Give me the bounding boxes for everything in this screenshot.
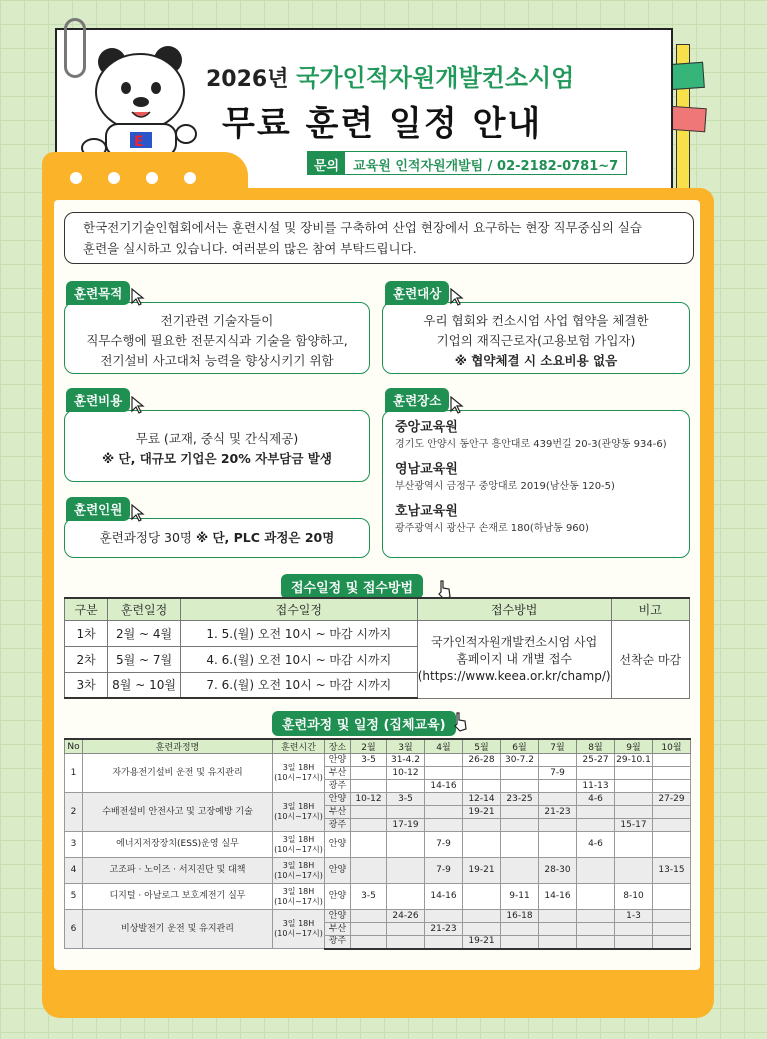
course-date-cell: 14-16 xyxy=(425,780,463,793)
location-box xyxy=(382,410,690,558)
cursor-arrow-icon xyxy=(131,504,145,522)
table-row xyxy=(65,832,691,858)
table-header: 훈련시간 xyxy=(273,739,325,754)
course-table xyxy=(64,738,691,950)
method-line: 국가인적자원개발컨소시엄 사업 xyxy=(431,634,598,649)
course-date-cell: 1-3 xyxy=(615,910,653,923)
course-hours: 3일 18H xyxy=(282,834,315,844)
target-line-2: 기업의 재직근로자(고용보험 가입자) xyxy=(436,333,636,348)
course-hours: 3일 18H xyxy=(282,802,315,811)
course-no-cell: 2 xyxy=(65,793,83,832)
course-no-cell: 3 xyxy=(65,832,83,858)
table-row xyxy=(65,884,691,910)
course-date-cell: 29-10.1 xyxy=(616,754,651,765)
purpose-box xyxy=(64,302,370,374)
course-hours: 3일 18H xyxy=(282,886,315,896)
table-row xyxy=(65,754,691,767)
course-date-cell xyxy=(501,780,539,793)
course-date-cell xyxy=(539,819,577,832)
course-date-cell: 31-4.2 xyxy=(387,754,425,767)
target-line-1: 우리 협회와 컨소시엄 사업 협약을 체결한 xyxy=(423,313,649,328)
course-date-cell: 19-21 xyxy=(463,806,501,819)
headcount-text: 훈련과정당 30명 xyxy=(99,530,196,545)
course-date-cell: 27-29 xyxy=(653,793,691,806)
course-place-cell: 안양 xyxy=(325,832,351,858)
course-date-cell: 10-12 xyxy=(351,793,387,806)
table-header: No xyxy=(65,739,83,754)
course-name-cell: 자가용전기설비 운전 및 유지관리 xyxy=(83,754,273,793)
title-program: 국가인적자원개발컨소시엄 xyxy=(296,64,575,92)
course-place-cell: 안양 xyxy=(325,793,351,806)
course-date-cell: 14-16 xyxy=(539,884,577,910)
course-date-cell xyxy=(653,780,691,793)
course-date-cell xyxy=(577,884,615,910)
table-header-row xyxy=(65,598,690,620)
reception-table xyxy=(64,597,690,699)
location-site xyxy=(395,461,677,495)
course-date-cell: 11-13 xyxy=(577,780,615,793)
table-header: 접수일정 xyxy=(180,598,417,620)
course-date-cell xyxy=(501,832,539,858)
purpose-line-2: 직무수행에 필요한 전문지식과 기술을 함양하고, xyxy=(86,333,348,348)
course-date-cell xyxy=(653,754,691,767)
cursor-arrow-icon xyxy=(131,396,145,414)
course-date-cell: 3-5 xyxy=(351,754,387,767)
course-date-cell xyxy=(425,910,463,923)
course-date-cell xyxy=(539,936,577,949)
location-name: 호남교육원 xyxy=(395,504,458,519)
course-date-cell xyxy=(463,767,501,780)
course-date-cell xyxy=(463,832,501,858)
table-header: 접수방법 xyxy=(417,598,611,620)
course-date-cell xyxy=(615,793,653,806)
course-date-cell: 4-6 xyxy=(577,832,615,858)
method-line: 홈페이지 내 개별 접수 xyxy=(456,651,573,666)
table-header: 2월 xyxy=(351,739,387,754)
table-header: 5월 xyxy=(463,739,501,754)
contact-value: 교육원 인적자원개발팀 / 02-2182-0781~7 xyxy=(353,159,619,174)
folder-dot xyxy=(108,172,120,184)
contact-label: 문의 xyxy=(308,152,345,174)
course-date-cell: 19-21 xyxy=(463,936,501,949)
hand-pointer-icon xyxy=(452,712,468,732)
course-date-cell xyxy=(463,884,501,910)
course-date-cell xyxy=(425,767,463,780)
location-name: 중앙교육원 xyxy=(395,420,458,435)
location-address: 경기도 안양시 동안구 흥안대로 439번길 20-3(관양동 934-6) xyxy=(395,439,667,450)
method-url: (https://www.keea.or.kr/champ/) xyxy=(417,668,611,683)
course-date-cell: 26-28 xyxy=(463,754,501,767)
course-place-cell: 안양 xyxy=(325,754,351,767)
title-line-1 xyxy=(206,58,574,93)
course-name-cell: 고조파 · 노이즈 · 서지진단 및 대책 xyxy=(83,858,273,884)
round-cell: 2차 xyxy=(65,646,108,672)
course-date-cell xyxy=(653,910,691,923)
course-date-cell: 17-19 xyxy=(387,819,425,832)
course-date-cell: 19-21 xyxy=(463,858,501,884)
table-header: 7월 xyxy=(539,739,577,754)
course-date-cell xyxy=(615,858,653,884)
course-date-cell xyxy=(501,858,539,884)
course-date-cell xyxy=(387,923,425,936)
table-row xyxy=(65,620,690,646)
courses-title: 훈련과정 및 일정 (집체교육) xyxy=(272,711,456,736)
mascot-illustration xyxy=(76,36,202,162)
course-date-cell xyxy=(501,806,539,819)
course-date-cell: 7-9 xyxy=(425,858,463,884)
course-date-cell xyxy=(577,910,615,923)
course-date-cell xyxy=(539,923,577,936)
intro-box xyxy=(64,212,694,264)
course-date-cell: 21-23 xyxy=(425,923,463,936)
cursor-arrow-icon xyxy=(131,288,145,306)
course-no-cell: 6 xyxy=(65,910,83,949)
course-place-cell: 안양 xyxy=(325,858,351,884)
course-no-cell: 1 xyxy=(65,754,83,793)
svg-text:E: E xyxy=(134,134,144,150)
course-hours: 3일 18H xyxy=(282,919,315,928)
course-date-cell: 16-18 xyxy=(501,910,539,923)
course-hours-cell xyxy=(273,858,325,884)
course-date-cell xyxy=(425,819,463,832)
course-hours: 3일 18H xyxy=(282,860,315,870)
course-date-cell xyxy=(653,923,691,936)
schedule-cell: 7. 6.(월) 오전 10시 ~ 마감 시까지 xyxy=(180,672,417,698)
purpose-tag: 훈련목적 xyxy=(66,281,130,305)
purpose-line-1: 전기관련 기술자들이 xyxy=(160,313,274,328)
course-no-cell: 5 xyxy=(65,884,83,910)
table-header: 6월 xyxy=(501,739,539,754)
round-cell: 3차 xyxy=(65,672,108,698)
table-header: 비고 xyxy=(611,598,689,620)
course-place-cell: 부산 xyxy=(325,923,351,936)
title-year: 2026년 xyxy=(206,67,289,92)
course-date-cell xyxy=(653,819,691,832)
course-date-cell xyxy=(501,936,539,949)
table-row xyxy=(65,793,691,806)
course-date-cell xyxy=(615,767,653,780)
course-date-cell xyxy=(387,884,425,910)
course-date-cell xyxy=(615,780,653,793)
course-date-cell xyxy=(351,806,387,819)
course-hours-cell xyxy=(273,754,325,793)
course-time: (10시~17시) xyxy=(274,773,323,782)
course-date-cell xyxy=(653,832,691,858)
table-header: 10월 xyxy=(653,739,691,754)
table-header: 9월 xyxy=(615,739,653,754)
course-date-cell: 4-6 xyxy=(577,793,615,806)
course-date-cell xyxy=(653,884,691,910)
target-tag: 훈련대상 xyxy=(385,281,449,305)
course-date-cell xyxy=(351,780,387,793)
folder-dot xyxy=(70,172,82,184)
course-date-cell xyxy=(463,780,501,793)
table-header: 훈련과정명 xyxy=(83,739,273,754)
course-date-cell xyxy=(577,767,615,780)
schedule-cell: 4. 6.(월) 오전 10시 ~ 마감 시까지 xyxy=(180,646,417,672)
course-date-cell xyxy=(615,806,653,819)
page-title: 무료 훈련 일정 안내 xyxy=(222,104,543,144)
course-date-cell xyxy=(577,806,615,819)
course-place-cell: 부산 xyxy=(325,806,351,819)
course-date-cell xyxy=(539,754,577,767)
course-date-cell: 21-23 xyxy=(539,806,577,819)
table-header-row xyxy=(65,739,691,754)
location-site xyxy=(395,503,677,537)
course-place-cell: 광주 xyxy=(325,819,351,832)
course-date-cell xyxy=(577,858,615,884)
course-date-cell: 23-25 xyxy=(501,793,539,806)
course-date-cell xyxy=(615,832,653,858)
course-date-cell xyxy=(653,936,691,949)
location-site xyxy=(395,419,677,453)
course-date-cell xyxy=(387,832,425,858)
headcount-tag: 훈련인원 xyxy=(66,497,130,521)
course-date-cell: 30-7.2 xyxy=(501,754,539,767)
cost-line-1: 무료 (교재, 중식 및 간식제공) xyxy=(135,431,299,446)
course-date-cell xyxy=(387,780,425,793)
course-date-cell xyxy=(351,923,387,936)
course-date-cell xyxy=(577,819,615,832)
course-hours-cell xyxy=(273,793,325,832)
course-date-cell: 10-12 xyxy=(387,767,425,780)
course-date-cell xyxy=(615,936,653,949)
period-cell: 2월 ~ 4월 xyxy=(108,620,181,646)
period-cell: 5월 ~ 7월 xyxy=(108,646,181,672)
course-time: (10시~17시) xyxy=(274,844,323,854)
course-date-cell xyxy=(425,754,463,767)
reception-title: 접수일정 및 접수방법 xyxy=(281,574,423,599)
course-date-cell: 3-5 xyxy=(351,884,387,910)
table-row xyxy=(65,858,691,884)
table-header: 훈련일정 xyxy=(108,598,181,620)
course-date-cell xyxy=(425,806,463,819)
course-date-cell xyxy=(463,923,501,936)
course-place-cell: 부산 xyxy=(325,767,351,780)
course-time: (10시~17시) xyxy=(274,812,323,821)
course-date-cell: 7-9 xyxy=(539,767,577,780)
method-cell xyxy=(417,620,611,698)
course-date-cell xyxy=(539,832,577,858)
folder-dot xyxy=(146,172,158,184)
course-date-cell xyxy=(463,910,501,923)
table-header: 4월 xyxy=(425,739,463,754)
intro-line-1: 한국전기기술인협회에서는 훈련시설 및 장비를 구축하여 산업 현장에서 요구하는 현장 직무중심의 실습 xyxy=(83,220,642,235)
location-address: 부산광역시 금정구 중앙대로 2019(남산동 120-5) xyxy=(395,481,615,492)
purpose-line-3: 전기설비 사고대처 능력을 향상시키기 위함 xyxy=(100,353,334,368)
course-date-cell xyxy=(351,910,387,923)
course-date-cell xyxy=(539,910,577,923)
course-date-cell: 25-27 xyxy=(577,754,615,767)
note-cell: 선착순 마감 xyxy=(611,620,689,698)
course-date-cell xyxy=(577,923,615,936)
target-box xyxy=(382,302,690,374)
cost-box xyxy=(64,410,370,482)
table-row xyxy=(65,910,691,923)
table-header: 장소 xyxy=(325,739,351,754)
folder-dot xyxy=(184,172,196,184)
target-line-3: ※ 협약체결 시 소요비용 없음 xyxy=(454,353,618,368)
course-time: (10시~17시) xyxy=(274,929,323,938)
course-name-cell: 에너지저장장치(ESS)운영 실무 xyxy=(83,832,273,858)
location-tag: 훈련장소 xyxy=(385,388,449,412)
course-date-cell xyxy=(351,858,387,884)
course-date-cell xyxy=(501,819,539,832)
cost-tag: 훈련비용 xyxy=(66,388,130,412)
course-date-cell xyxy=(387,936,425,949)
table-header: 구분 xyxy=(65,598,108,620)
course-date-cell: 3-5 xyxy=(387,793,425,806)
course-date-cell xyxy=(351,936,387,949)
headcount-note: ※ 단, PLC 과정은 20명 xyxy=(195,530,335,545)
course-time: (10시~17시) xyxy=(274,870,323,880)
course-hours-cell xyxy=(273,832,325,858)
course-name-cell: 비상발전기 운전 및 유지관리 xyxy=(83,910,273,949)
course-date-cell xyxy=(351,832,387,858)
course-date-cell: 12-14 xyxy=(463,793,501,806)
location-address: 광주광역시 광산구 손재로 180(하남동 960) xyxy=(395,523,589,534)
course-name-cell: 디지털 · 아날로그 보호계전기 실무 xyxy=(83,884,273,910)
course-hours: 3일 18H xyxy=(282,763,315,772)
course-date-cell xyxy=(653,767,691,780)
cursor-arrow-icon xyxy=(450,288,464,306)
course-date-cell xyxy=(425,793,463,806)
table-header: 8월 xyxy=(577,739,615,754)
table-header: 3월 xyxy=(387,739,425,754)
course-place-cell: 광주 xyxy=(325,780,351,793)
course-date-cell: 14-16 xyxy=(425,884,463,910)
course-date-cell xyxy=(425,936,463,949)
course-date-cell xyxy=(501,923,539,936)
period-cell: 8월 ~ 10월 xyxy=(108,672,181,698)
course-date-cell xyxy=(539,793,577,806)
course-hours-cell xyxy=(273,884,325,910)
course-date-cell: 9-11 xyxy=(501,884,539,910)
location-name: 영남교육원 xyxy=(395,462,458,477)
course-date-cell: 28-30 xyxy=(539,858,577,884)
course-date-cell xyxy=(501,767,539,780)
course-date-cell xyxy=(463,819,501,832)
course-date-cell xyxy=(351,819,387,832)
course-date-cell: 24-26 xyxy=(387,910,425,923)
course-no-cell: 4 xyxy=(65,858,83,884)
cursor-arrow-icon xyxy=(450,396,464,414)
course-date-cell: 15-17 xyxy=(615,819,653,832)
contact-box xyxy=(307,151,627,175)
course-time: (10시~17시) xyxy=(274,896,323,906)
course-date-cell: 7-9 xyxy=(425,832,463,858)
course-date-cell xyxy=(615,923,653,936)
course-date-cell: 8-10 xyxy=(615,884,653,910)
course-date-cell xyxy=(387,806,425,819)
headcount-box xyxy=(64,518,370,558)
course-date-cell xyxy=(653,806,691,819)
course-date-cell: 13-15 xyxy=(653,858,691,884)
course-date-cell xyxy=(577,936,615,949)
schedule-cell: 1. 5.(월) 오전 10시 ~ 마감 시까지 xyxy=(180,620,417,646)
course-date-cell xyxy=(539,780,577,793)
course-hours-cell xyxy=(273,910,325,949)
course-place-cell: 안양 xyxy=(325,884,351,910)
course-date-cell xyxy=(351,767,387,780)
cost-line-2: ※ 단, 대규모 기업은 20% 자부담금 발생 xyxy=(102,451,332,466)
course-name-cell: 수배전설비 안전사고 및 고장예방 기술 xyxy=(83,793,273,832)
course-place-cell: 안양 xyxy=(325,910,351,923)
intro-line-2: 훈련을 실시하고 있습니다. 여러분의 많은 참여 부탁드립니다. xyxy=(83,241,417,256)
course-date-cell xyxy=(387,858,425,884)
course-place-cell: 광주 xyxy=(325,936,351,949)
round-cell: 1차 xyxy=(65,620,108,646)
